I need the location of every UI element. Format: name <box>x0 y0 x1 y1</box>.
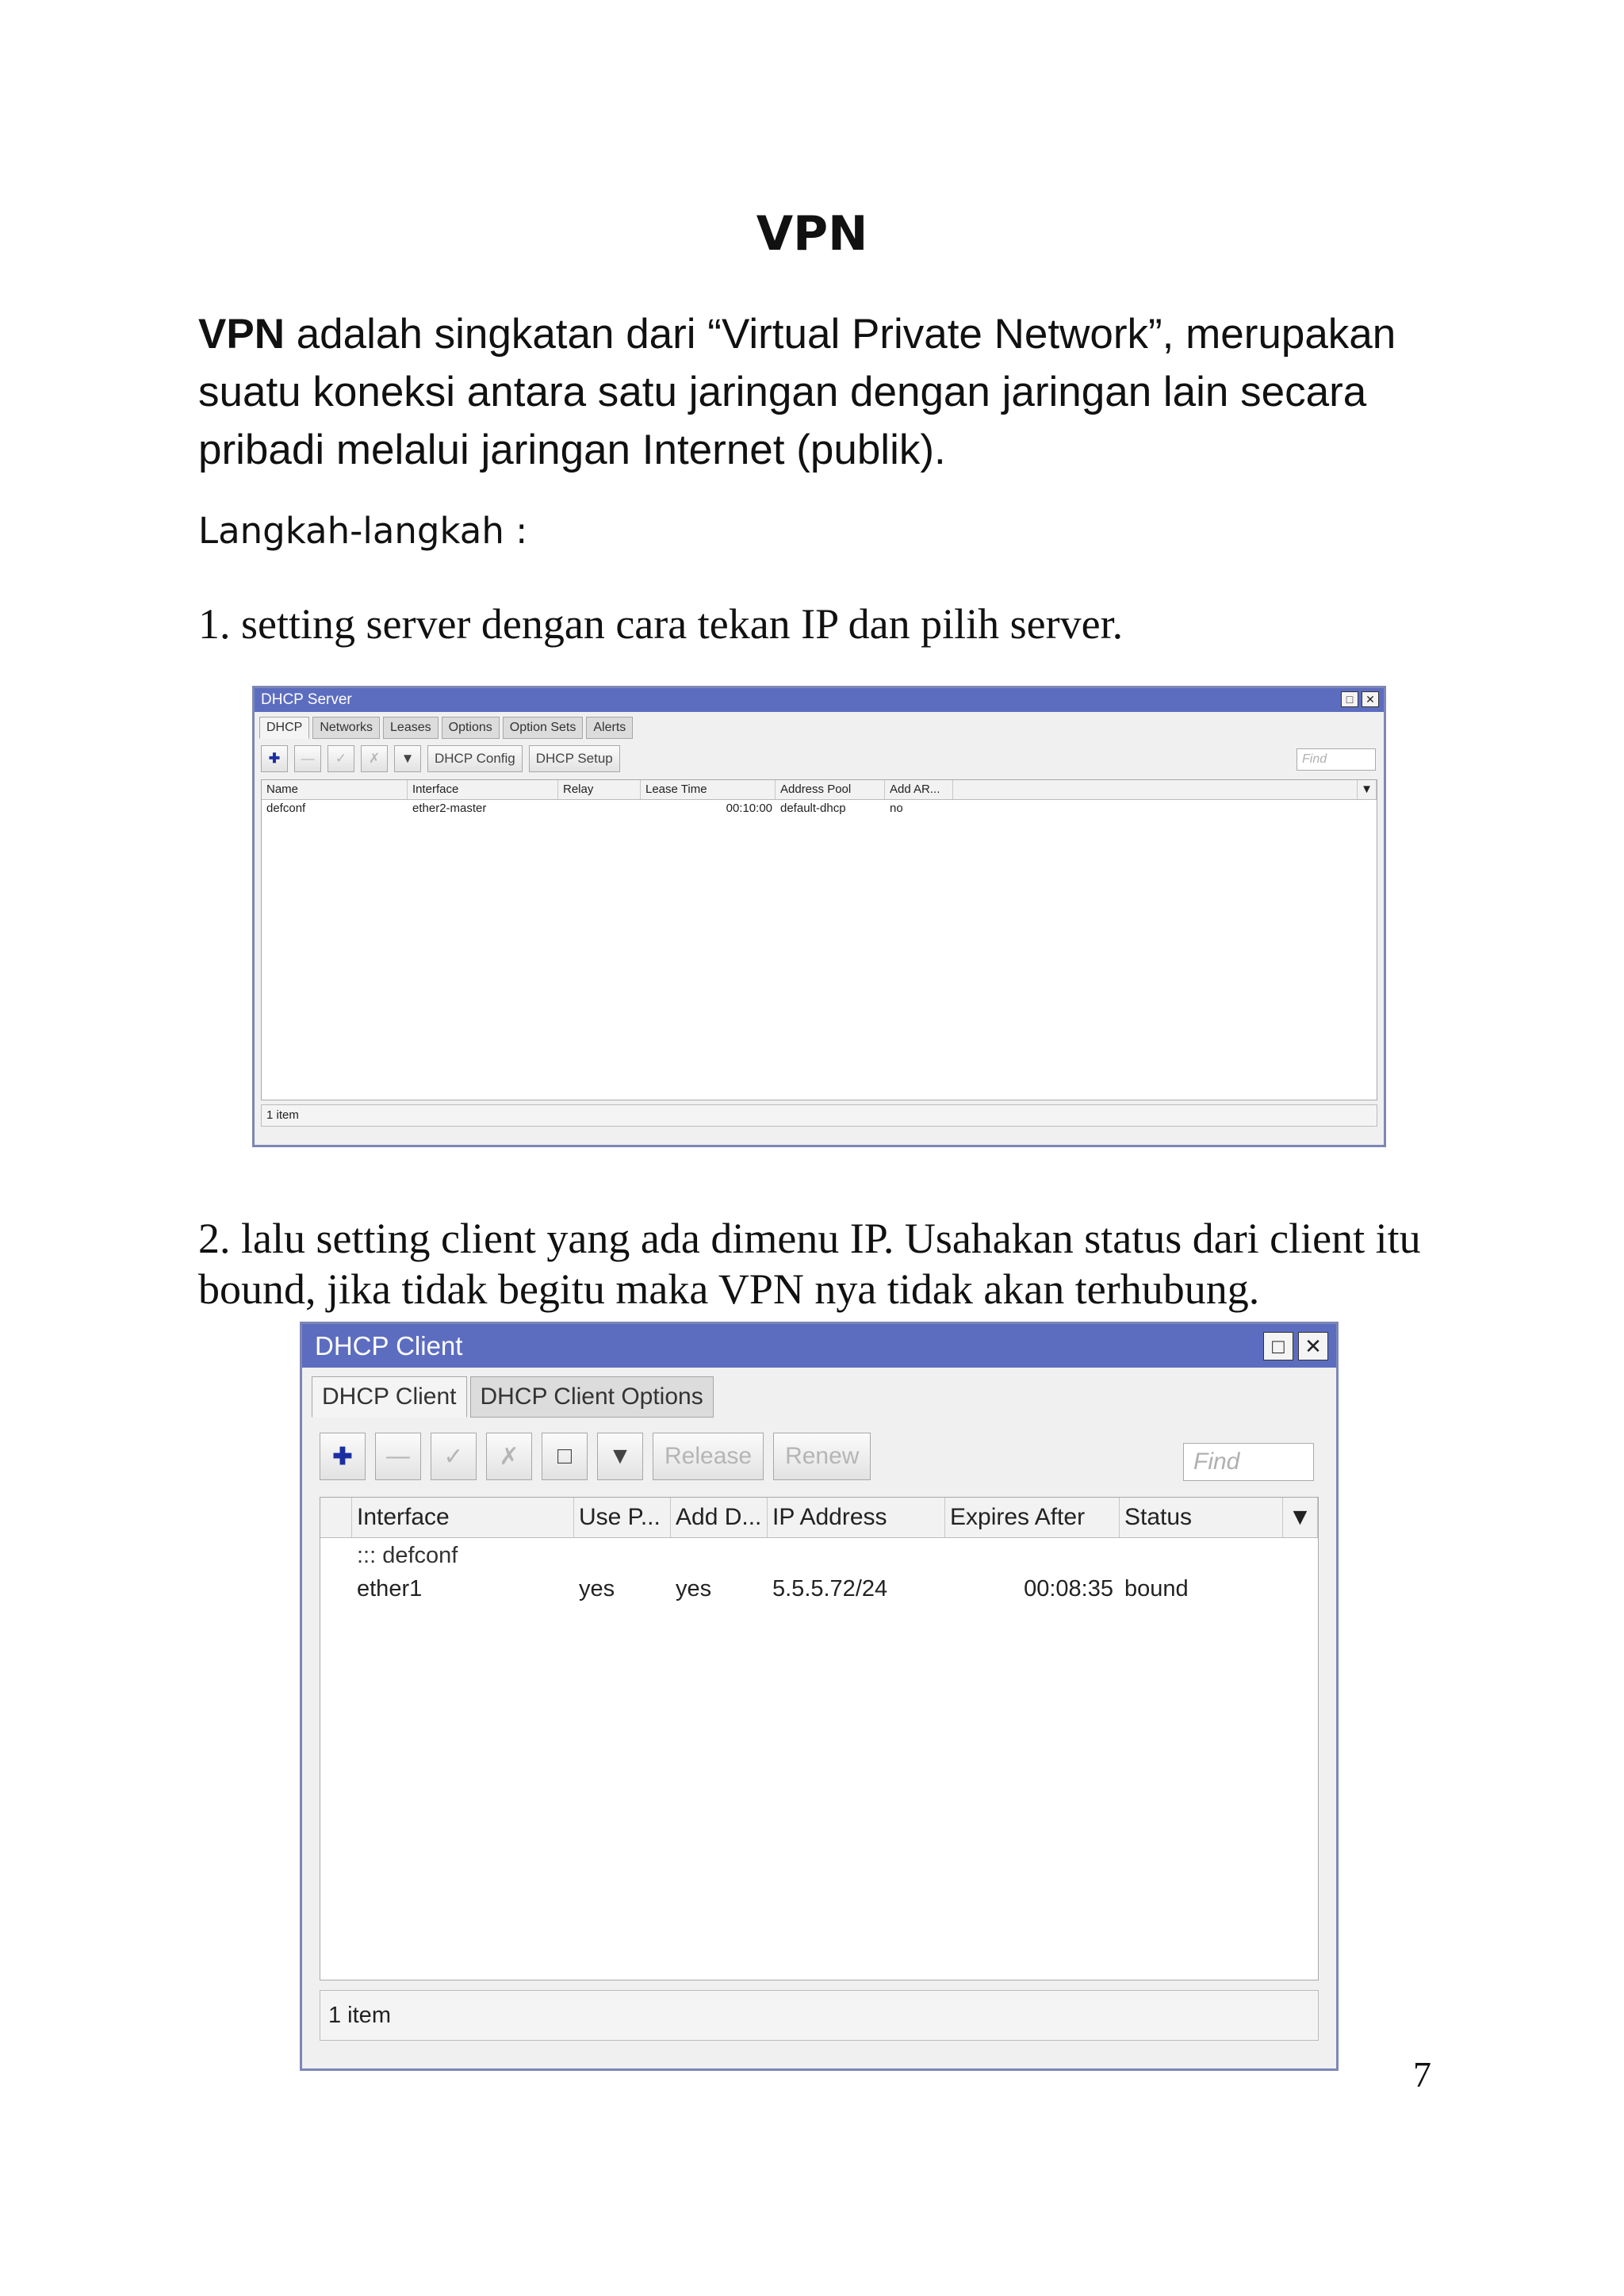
dhcp-client-table <box>320 1497 1319 1980</box>
find-input[interactable]: Find <box>1183 1443 1314 1481</box>
dhcp-server-title: DHCP Server <box>261 691 352 708</box>
cell-status: bound <box>1124 1576 1189 1601</box>
cell-add-arp: no <box>890 802 903 815</box>
maximize-icon[interactable]: □ <box>1263 1332 1293 1360</box>
column-header-interface[interactable]: Interface <box>352 1498 574 1537</box>
enable-icon[interactable]: ✓ <box>327 745 354 772</box>
tab-options[interactable]: Options <box>442 717 500 739</box>
status-bar: 1 item <box>320 1990 1319 2041</box>
page-number: 7 <box>1413 2054 1431 2095</box>
dropdown-icon[interactable]: ▼ <box>1358 780 1377 799</box>
intro-text: adalah singkatan dari “Virtual Private Network”, merupakan suatu koneksi antara satu jaringan dengan jaringan lain secara pribadi melalui jaringan Internet (publik). <box>198 311 1396 473</box>
steps-label: Langkah-langkah : <box>198 510 528 552</box>
dhcp-server-table <box>261 779 1377 1100</box>
tab-dhcp-client[interactable]: DHCP Client <box>312 1376 467 1418</box>
disable-icon[interactable]: ✗ <box>486 1433 532 1480</box>
column-header-interface[interactable]: Interface <box>408 780 558 799</box>
cell-use-peer: yes <box>579 1576 615 1601</box>
cell-relay <box>558 800 641 817</box>
column-header-use-peer[interactable]: Use P... <box>574 1498 671 1537</box>
step-1-text: 1. setting server dengan cara tekan IP dan pilih server. <box>198 600 1124 648</box>
dhcp-client-tabs <box>312 1376 714 1418</box>
remove-icon[interactable]: — <box>294 745 321 772</box>
cell-address-pool: default-dhcp <box>780 802 846 815</box>
dhcp-server-tabs <box>259 717 633 739</box>
column-header-add-arp[interactable]: Add AR... <box>885 780 953 799</box>
tab-networks[interactable]: Networks <box>312 717 380 739</box>
cell-name: defconf <box>266 802 306 815</box>
dhcp-server-window <box>252 686 1386 1147</box>
table-row[interactable] <box>320 1572 1318 1605</box>
filter-icon[interactable]: ▼ <box>597 1433 643 1480</box>
dhcp-client-titlebar[interactable] <box>302 1324 1336 1368</box>
dhcp-client-window <box>300 1322 1339 2071</box>
tab-dhcp-client-options[interactable]: DHCP Client Options <box>470 1376 714 1418</box>
intro-paragraph <box>198 305 1483 479</box>
table-header <box>320 1498 1318 1538</box>
table-header <box>262 780 1377 800</box>
dhcp-config-button[interactable]: DHCP Config <box>427 745 523 772</box>
column-header-lease-time[interactable]: Lease Time <box>641 780 776 799</box>
column-header-add-default[interactable]: Add D... <box>671 1498 768 1537</box>
status-bar: 1 item <box>261 1104 1377 1127</box>
cell-lease-time: 00:10:00 <box>726 802 772 815</box>
column-header-address-pool[interactable]: Address Pool <box>776 780 885 799</box>
column-header-status[interactable]: Status <box>1120 1498 1283 1537</box>
release-button[interactable]: Release <box>653 1433 764 1480</box>
renew-button[interactable]: Renew <box>773 1433 871 1480</box>
cell-interface: ether2-master <box>412 802 487 815</box>
row-comment: ::: defconf <box>357 1543 458 1568</box>
tab-alerts[interactable]: Alerts <box>586 717 633 739</box>
step-2-text: 2. lalu setting client yang ada dimenu IP. Usahakan status dari client itu bound, jika tidak begitu maka VPN nya tidak akan terhubung. <box>198 1215 1421 1313</box>
cell-add-default: yes <box>676 1576 712 1601</box>
cell-interface: ether1 <box>357 1576 423 1601</box>
find-input[interactable]: Find <box>1297 748 1376 771</box>
table-row[interactable] <box>262 800 1377 817</box>
tab-dhcp[interactable]: DHCP <box>259 717 309 739</box>
filter-icon[interactable]: ▼ <box>394 745 421 772</box>
column-header-name[interactable]: Name <box>262 780 408 799</box>
enable-icon[interactable]: ✓ <box>431 1433 477 1480</box>
dhcp-client-title: DHCP Client <box>315 1331 463 1360</box>
intro-bold-term: VPN <box>198 311 285 358</box>
column-header-expires-after[interactable]: Expires After <box>945 1498 1120 1537</box>
comment-icon[interactable]: □ <box>542 1433 588 1480</box>
tab-leases[interactable]: Leases <box>383 717 439 739</box>
page-title: VPN <box>756 206 868 262</box>
column-header-ip-address[interactable]: IP Address <box>768 1498 945 1537</box>
cell-ip-address: 5.5.5.72/24 <box>772 1576 888 1601</box>
column-header-relay[interactable]: Relay <box>558 780 641 799</box>
dhcp-setup-button[interactable]: DHCP Setup <box>529 745 620 772</box>
maximize-icon[interactable]: □ <box>1341 691 1358 707</box>
close-icon[interactable]: ✕ <box>1298 1332 1328 1360</box>
add-icon[interactable]: ✚ <box>261 745 288 772</box>
dropdown-icon[interactable]: ▼ <box>1283 1498 1318 1537</box>
close-icon[interactable]: ✕ <box>1362 691 1379 707</box>
tab-option-sets[interactable]: Option Sets <box>503 717 584 739</box>
comment-row <box>320 1539 1318 1572</box>
dhcp-client-toolbar <box>320 1433 871 1480</box>
dhcp-server-toolbar <box>261 745 620 772</box>
add-icon[interactable]: ✚ <box>320 1433 366 1480</box>
remove-icon[interactable]: — <box>375 1433 421 1480</box>
dhcp-server-titlebar[interactable] <box>255 688 1384 712</box>
cell-expires-after: 00:08:35 <box>1024 1576 1113 1601</box>
disable-icon[interactable]: ✗ <box>361 745 388 772</box>
